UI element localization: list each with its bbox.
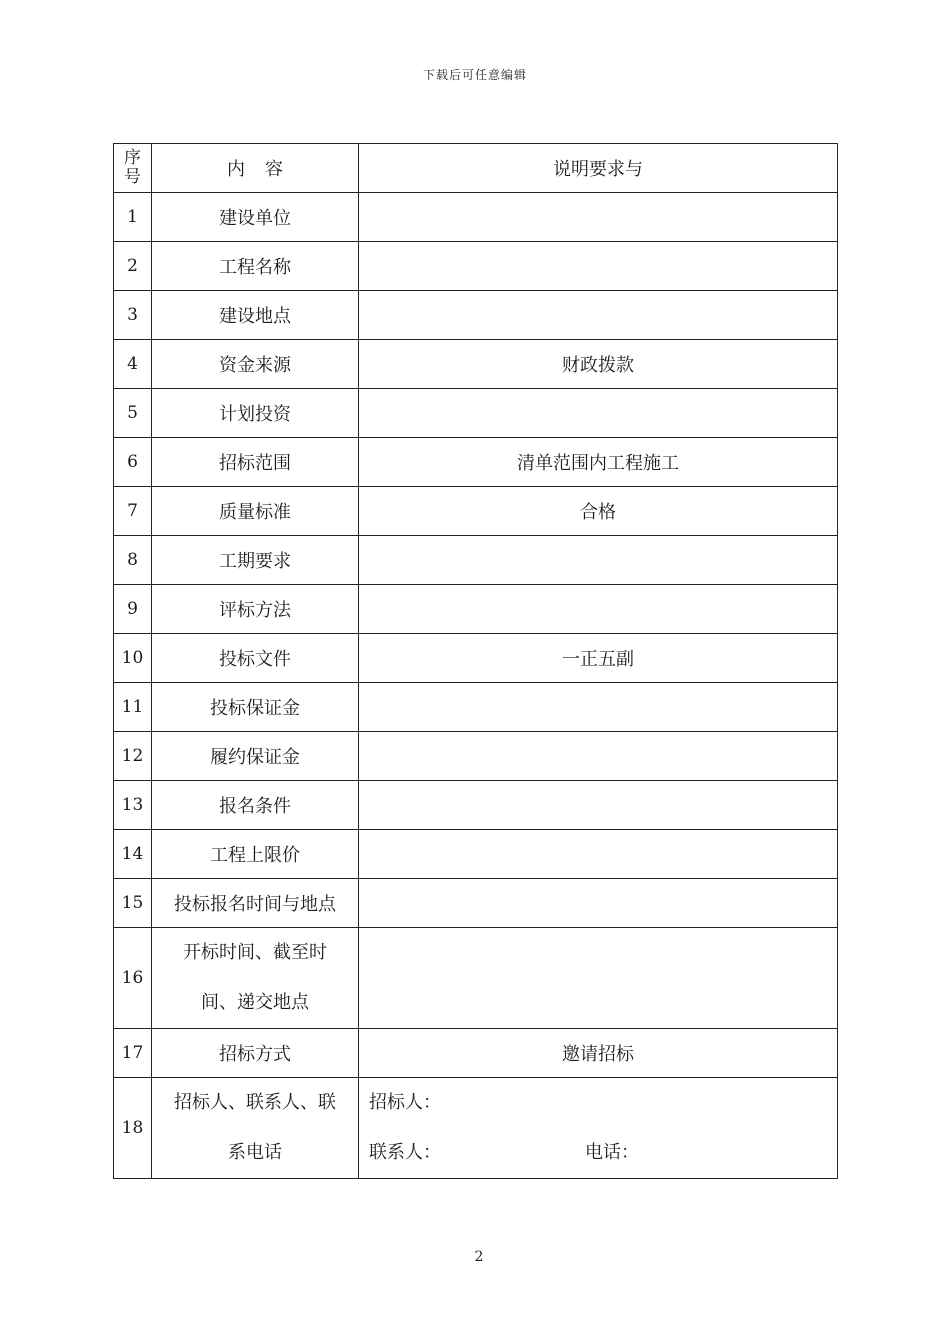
phone-label: 电话： [585,1142,639,1163]
row-item: 建设地点 [152,291,359,340]
row-number: 14 [114,830,152,879]
row-number: 1 [114,193,152,242]
row-number: 16 [114,928,152,1029]
row-item: 工程上限价 [152,830,359,879]
row-desc [359,781,838,830]
table-row [114,340,838,389]
row-desc: 清单范围内工程施工 [359,438,838,487]
row-item: 投标文件 [152,634,359,683]
row-number: 11 [114,683,152,732]
table-row [114,193,838,242]
row-number: 2 [114,242,152,291]
row-item: 建设单位 [152,193,359,242]
row-item: 质量标准 [152,487,359,536]
row-item: 招标方式 [152,1029,359,1078]
table-row [114,879,838,928]
column-header-item [152,144,359,193]
table-row [114,585,838,634]
row-item-line-1: 开标时间、截至时 [183,942,327,963]
row-desc: 合格 [359,487,838,536]
row-item: 投标保证金 [152,683,359,732]
tenderer-line [369,1078,837,1128]
row-desc [359,830,838,879]
contact-line [369,1128,837,1178]
row-item [152,1078,359,1179]
column-header-desc: 说明要求与 [359,144,838,193]
row-desc [359,291,838,340]
table-row [114,389,838,438]
table-row [114,781,838,830]
table-row [114,634,838,683]
row-number: 7 [114,487,152,536]
row-desc [359,389,838,438]
row-desc [359,536,838,585]
contact-cell [359,1078,838,1179]
table-row [114,291,838,340]
row-item: 评标方法 [152,585,359,634]
row-desc [359,732,838,781]
row-desc [359,683,838,732]
page-header: 下载后可任意编辑 [422,68,527,82]
table-row [114,732,838,781]
row-item: 投标报名时间与地点 [152,879,359,928]
row-item-line-2: 间、递交地点 [201,992,309,1013]
row-number: 8 [114,536,152,585]
table-row [114,487,838,536]
row-item: 工期要求 [152,536,359,585]
row-number: 5 [114,389,152,438]
row-number: 17 [114,1029,152,1078]
row-item: 工程名称 [152,242,359,291]
row-item: 资金来源 [152,340,359,389]
column-header-no [114,144,152,193]
page-number: 2 [474,1249,484,1265]
table-body [114,193,838,928]
row-desc: 邀请招标 [359,1029,838,1078]
row-item-line-2: 系电话 [228,1142,282,1163]
table-body-special [114,928,838,1179]
row-number: 6 [114,438,152,487]
row-number: 15 [114,879,152,928]
row-item [152,928,359,1029]
row-item: 履约保证金 [152,732,359,781]
table-row-17 [114,1029,838,1078]
table-row [114,830,838,879]
row-item: 计划投资 [152,389,359,438]
row-number: 10 [114,634,152,683]
row-desc [359,879,838,928]
row-item: 招标范围 [152,438,359,487]
table-header-row [114,144,838,193]
row-number: 18 [114,1078,152,1179]
table-row-18 [114,1078,838,1179]
row-number: 4 [114,340,152,389]
table-row [114,536,838,585]
row-number: 3 [114,291,152,340]
tenderer-label: 招标人： [369,1092,441,1113]
row-number: 13 [114,781,152,830]
row-desc: 一正五副 [359,634,838,683]
row-desc [359,585,838,634]
column-header-item-label: 内容 [227,159,303,180]
row-item: 报名条件 [152,781,359,830]
row-item-line-1: 招标人、联系人、联 [174,1092,336,1113]
tender-info-table [113,143,838,1179]
row-number: 12 [114,732,152,781]
column-header-no-label: 序号 [124,148,141,187]
table-row-16 [114,928,838,1029]
contact-label: 联系人： [369,1142,441,1163]
row-desc [359,242,838,291]
table-row [114,438,838,487]
table-row [114,242,838,291]
row-desc: 财政拨款 [359,340,838,389]
row-desc [359,193,838,242]
row-number: 9 [114,585,152,634]
row-desc [359,928,838,1029]
table-row [114,683,838,732]
